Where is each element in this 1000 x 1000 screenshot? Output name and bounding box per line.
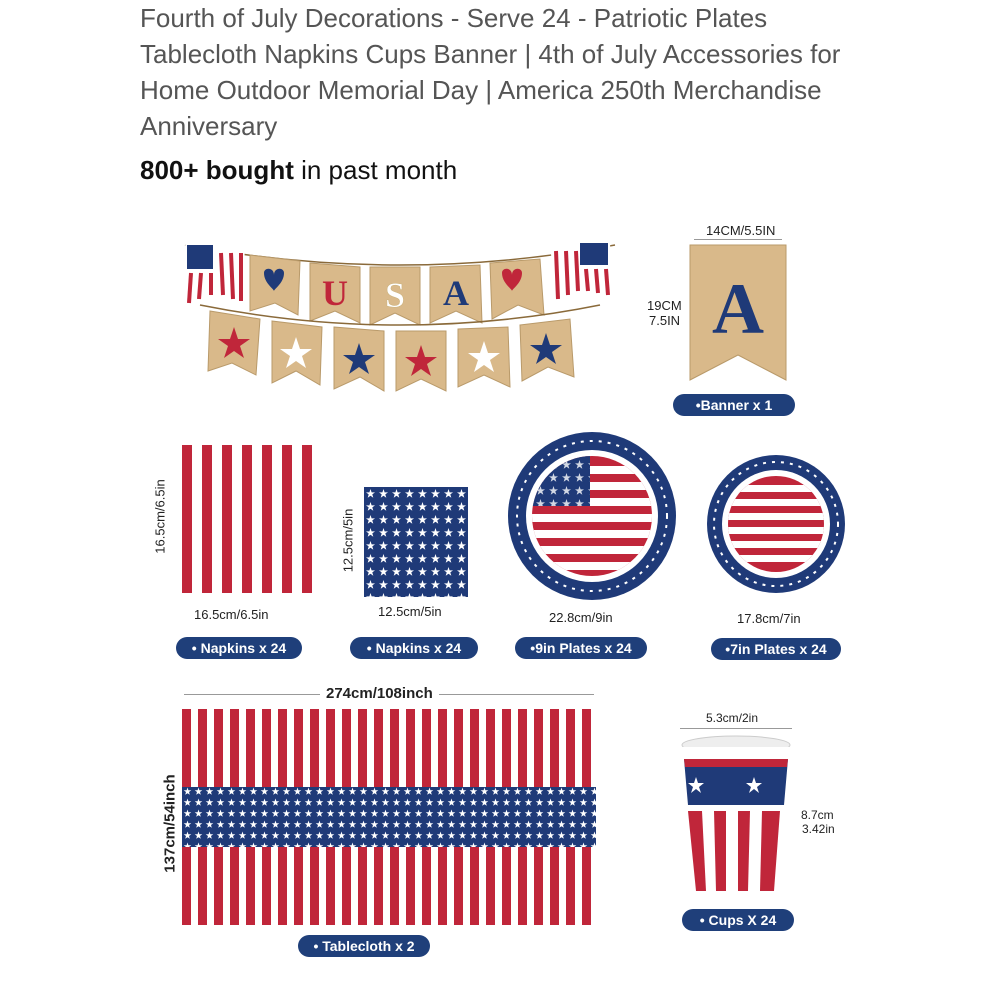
bought-count-rest: in past month <box>293 155 458 185</box>
banner-single-pennant <box>690 245 786 380</box>
banner-height-label-1: 19CM <box>647 298 682 313</box>
bought-count <box>140 152 457 188</box>
banner-letter-s: S <box>384 275 406 315</box>
bought-count-bold: 800+ bought <box>140 155 294 185</box>
tablecloth-height-label: 137cm/54inch <box>161 774 179 873</box>
napkin-small-label: • Napkins x 24 <box>350 637 478 659</box>
napkin-small-width-label: 12.5cm/5in <box>378 604 442 619</box>
tablecloth <box>182 709 596 925</box>
product-image[interactable] <box>150 215 870 975</box>
banner-letter-u: U <box>322 273 348 313</box>
plate-7in-label: •7in Plates x 24 <box>711 638 841 660</box>
banner-width-label: 14CM/5.5IN <box>706 223 776 238</box>
napkin-large-label: • Napkins x 24 <box>176 637 302 659</box>
cup-height-label-2: 3.42in <box>802 822 835 836</box>
plate-7in <box>707 455 845 593</box>
banner-label: •Banner x 1 <box>673 394 795 416</box>
plate-9in <box>508 432 676 600</box>
banner-single-letter: A <box>712 269 764 349</box>
banner-letter-a: A <box>443 273 469 313</box>
tablecloth-label: • Tablecloth x 2 <box>298 935 430 957</box>
napkin-small-height-label: 12.5cm/5in <box>340 508 356 573</box>
cup-label: • Cups X 24 <box>682 909 794 931</box>
banner-height-label-2: 7.5IN <box>649 313 681 328</box>
napkin-large-height-label: 16.5cm/6.5in <box>152 479 168 554</box>
cup-height-label-1: 8.7cm <box>801 808 834 822</box>
banner-garland <box>180 225 620 425</box>
cup-width-label: 5.3cm/2in <box>706 711 759 725</box>
plate-9in-width-label: 22.8cm/9in <box>549 610 613 625</box>
napkin-large-width-label: 16.5cm/6.5in <box>194 607 269 622</box>
tablecloth-width-label: 274cm/108inch <box>320 685 439 702</box>
plate-9in-label: •9in Plates x 24 <box>515 637 647 659</box>
plate-7in-width-label: 17.8cm/7in <box>737 611 801 626</box>
product-title[interactable]: Fourth of July Decorations - Serve 24 - Patriotic Plates Tablecloth Napkins Cups Banner | 4th of July Accessories for Home Outdoor Memorial Day | America 250th Merchandise Anniversary <box>140 3 841 141</box>
napkin-small <box>364 487 468 597</box>
napkin-large <box>178 445 314 593</box>
cup <box>680 735 792 899</box>
